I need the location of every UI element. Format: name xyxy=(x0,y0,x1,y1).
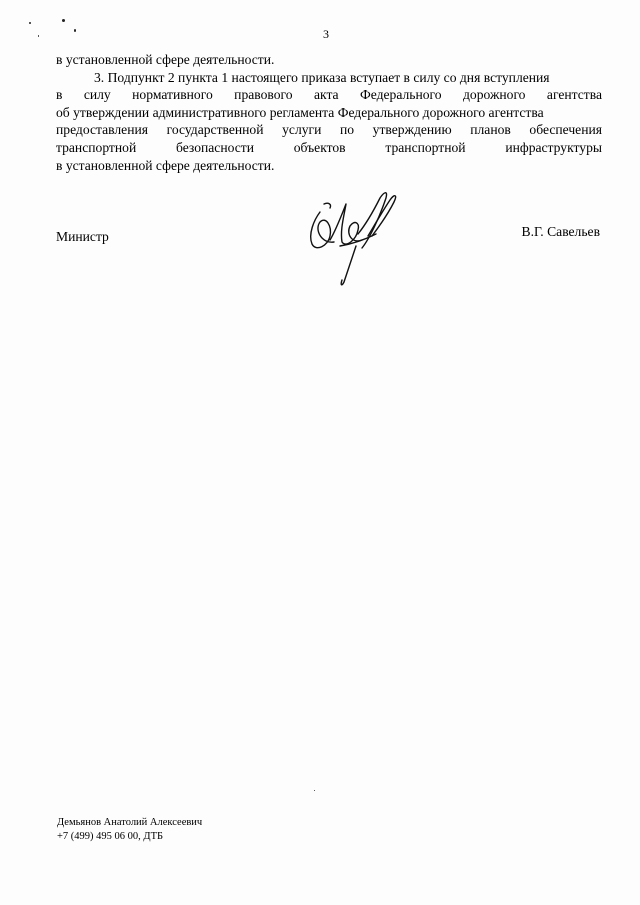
scan-speck-5 xyxy=(314,790,315,791)
scan-speck-1 xyxy=(29,22,31,24)
scan-speck-2 xyxy=(62,19,65,22)
page-number: 3 xyxy=(323,27,329,41)
body-line: в установленной сфере деятельности. xyxy=(56,157,275,173)
body-line: об утверждении административного регламента Федерального дорожного агентства xyxy=(56,104,544,120)
body-line: в установленной сфере деятельности. xyxy=(56,52,275,67)
body-line: 3. Подпункт 2 пункта 1 настоящего приказа вступает в силу со дня вступления xyxy=(94,69,550,85)
contact-phone: +7 (499) 495 06 00, ДТБ xyxy=(57,831,164,842)
signer-title: Министр xyxy=(56,229,109,244)
body-line: предоставления государственной услуги по утверждению планов обеспечения xyxy=(56,122,602,138)
document-body xyxy=(56,51,602,174)
contact-name: Демьянов Анатолий Алексеевич xyxy=(57,817,203,828)
handwritten-signature xyxy=(300,186,410,290)
body-line: транспортной безопасности объектов транспортной инфраструктуры xyxy=(56,139,602,155)
contact-block xyxy=(57,816,202,844)
signer-name: В.Г. Савельев xyxy=(521,224,600,239)
body-line: в силу нормативного правового акта Федерального дорожного агентства xyxy=(56,87,602,103)
